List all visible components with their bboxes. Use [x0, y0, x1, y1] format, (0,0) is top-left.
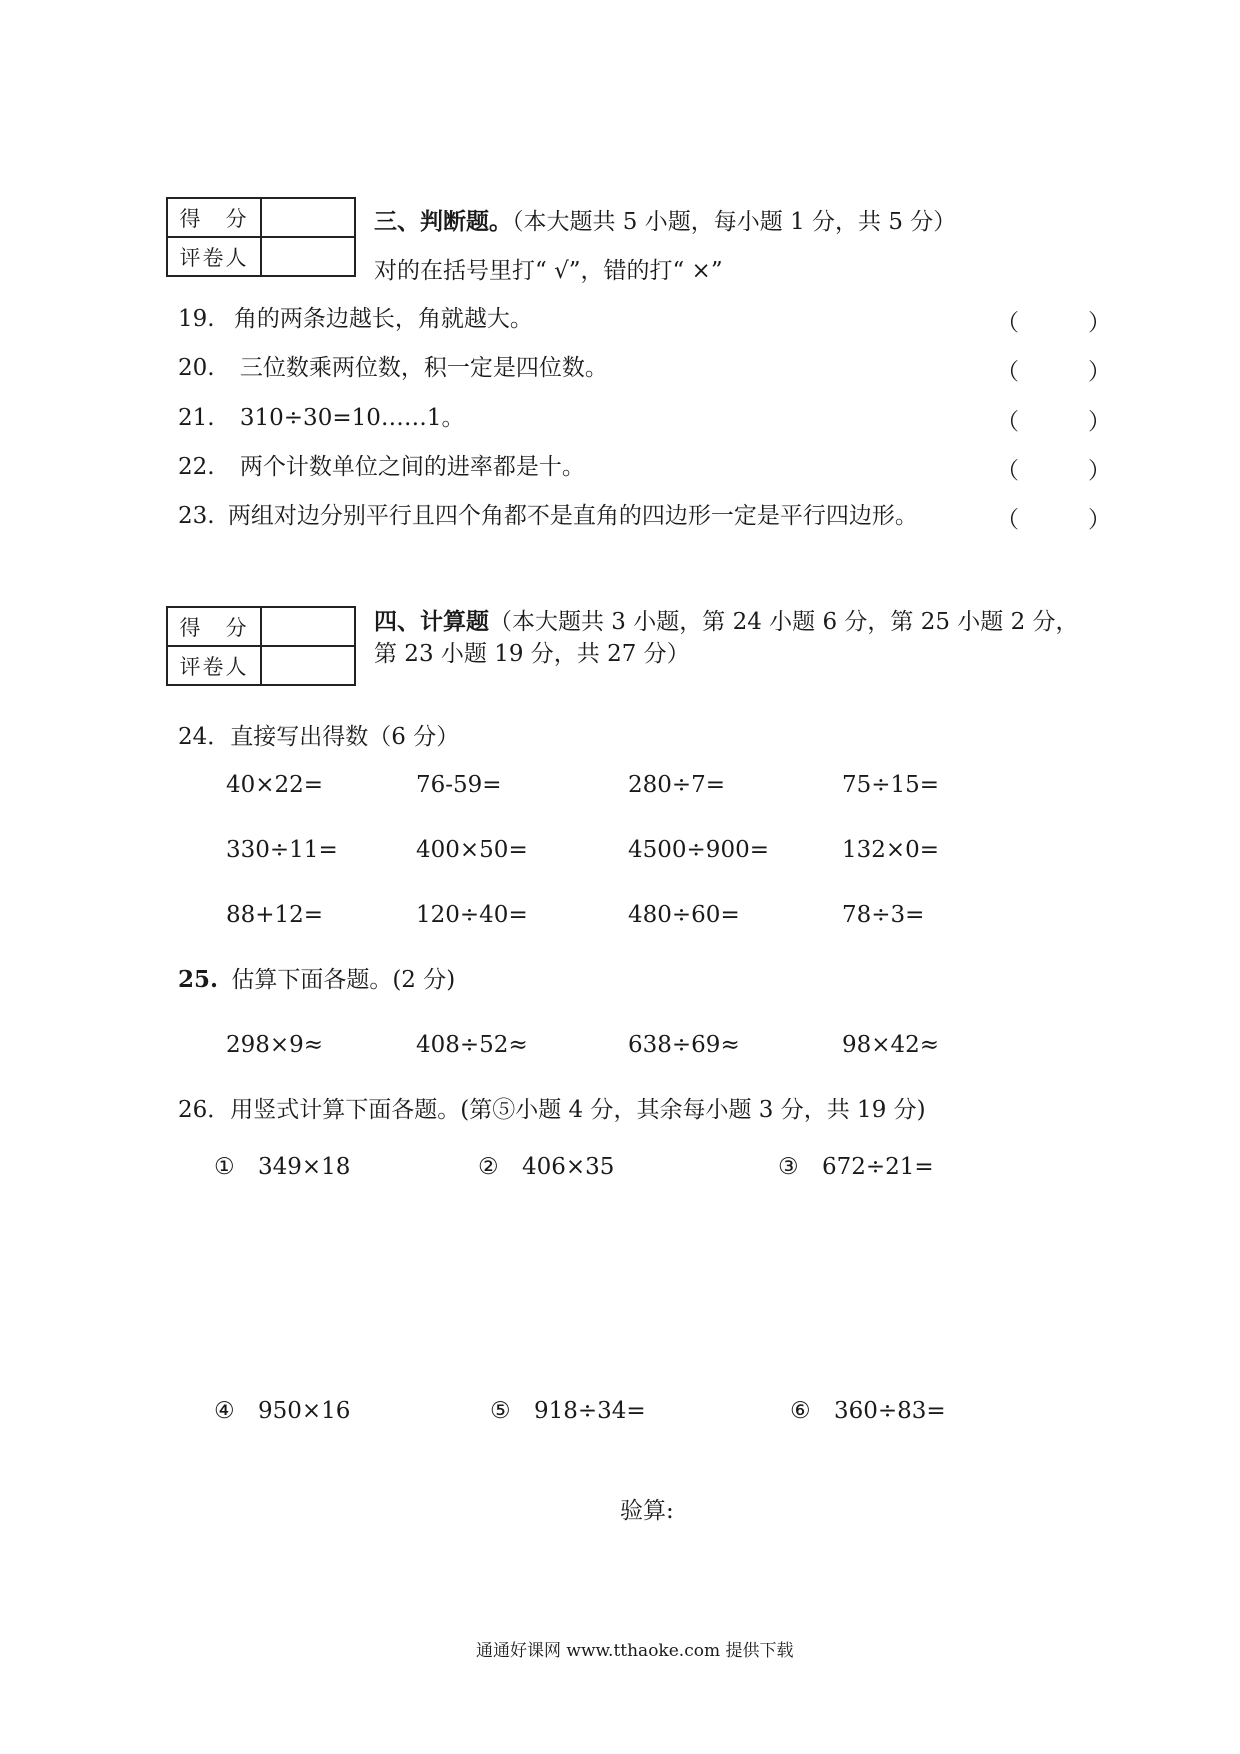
q24-item: 4500÷900=: [628, 837, 769, 863]
q25-heading: [178, 965, 455, 995]
circled-number: ⑤: [490, 1398, 511, 1424]
section3-instruction: 对的在括号里打“ √”，错的打“ ×”: [374, 258, 723, 284]
q26-expression: 406×35: [521, 1154, 615, 1180]
q26-item-2: [478, 1152, 614, 1182]
q24-item: 400×50=: [416, 837, 528, 863]
q26-item-3: [778, 1152, 934, 1182]
question-20: [178, 353, 608, 383]
score-cell[interactable]: [261, 198, 355, 237]
section4-title: 四、计算题: [374, 608, 489, 635]
question-text: 两个计数单位之间的进率都是十。: [239, 454, 585, 480]
score-cell[interactable]: [261, 607, 355, 646]
question-21: [178, 403, 465, 433]
q26-item-4: [214, 1396, 350, 1426]
q26-expression: 360÷83=: [833, 1398, 946, 1424]
q25-item: 638÷69≈: [628, 1032, 740, 1058]
q24-item: 132×0=: [842, 837, 940, 863]
q25-text: 估算下面各题。(2 分): [231, 967, 456, 993]
q26-expression: 918÷34=: [533, 1398, 646, 1424]
question-text: 两组对边分别平行且四个角都不是直角的四边形一定是平行四边形。: [227, 503, 918, 529]
question-text: 三位数乘两位数，积一定是四位数。: [239, 355, 608, 381]
answer-paren-20[interactable]: （ ）: [996, 359, 1111, 385]
circled-number: ③: [778, 1154, 799, 1180]
question-number: 20.: [178, 355, 215, 381]
section3-score-table: [166, 197, 356, 277]
grader-label: 评卷人: [167, 237, 261, 276]
q26-item-1: [214, 1152, 350, 1182]
q26-expression: 950×16: [257, 1398, 351, 1424]
section4-info-line2: 第 23 小题 19 分，共 27 分）: [374, 641, 690, 667]
check-label: 验算:: [620, 1498, 674, 1524]
question-text: 310÷30=10……1。: [239, 405, 465, 431]
q25-number: 25.: [178, 966, 219, 993]
question-text: 角的两条边越长，角就越大。: [233, 306, 533, 332]
q24-item: 75÷15=: [842, 772, 940, 798]
question-19: [178, 304, 533, 334]
grader-cell[interactable]: [261, 237, 355, 276]
q26-expression: 672÷21=: [821, 1154, 934, 1180]
question-number: 23.: [178, 503, 215, 529]
question-number: 22.: [178, 454, 215, 480]
footer-text: 通通好课网 www.tthaoke.com 提供下载: [476, 1641, 794, 1661]
answer-paren-22[interactable]: （ ）: [996, 458, 1111, 484]
grader-cell[interactable]: [261, 646, 355, 685]
section3-title: 三、判断题。: [374, 208, 512, 235]
q24-item: 480÷60=: [628, 902, 740, 928]
answer-paren-21[interactable]: （ ）: [996, 409, 1111, 435]
circled-number: ⑥: [790, 1398, 811, 1424]
question-number: 19.: [178, 306, 215, 332]
q24-item: 120÷40=: [416, 902, 528, 928]
q24-item: 88+12=: [226, 902, 324, 928]
section3-header: [374, 206, 956, 238]
q24-item: 330÷11=: [226, 837, 338, 863]
score-label: 得 分: [167, 198, 261, 237]
section4-info-line1: （本大题共 3 小题，第 24 小题 6 分，第 25 小题 2 分，: [489, 609, 1079, 635]
q26-expression: 349×18: [257, 1154, 351, 1180]
section3-info: （本大题共 5 小题，每小题 1 分，共 5 分）: [512, 209, 957, 235]
q26-item-6: [790, 1396, 946, 1426]
score-label: 得 分: [167, 607, 261, 646]
circled-number: ②: [478, 1154, 499, 1180]
q24-item: 76-59=: [416, 772, 502, 798]
q24-item: 40×22=: [226, 772, 324, 798]
question-22: [178, 452, 585, 482]
q25-item: 408÷52≈: [416, 1032, 528, 1058]
q26-item-5: [490, 1396, 646, 1426]
q24-item: 280÷7=: [628, 772, 726, 798]
section4-score-table: [166, 606, 356, 686]
q24-heading: 24．直接写出得数（6 分）: [178, 724, 460, 750]
grader-label: 评卷人: [167, 646, 261, 685]
q25-item: 98×42≈: [842, 1032, 940, 1058]
question-number: 21.: [178, 405, 215, 431]
question-23: [178, 501, 918, 531]
section4-header: [374, 606, 1079, 638]
q26-heading: 26．用竖式计算下面各题。(第⑤小题 4 分，其余每小题 3 分，共 19 分): [178, 1097, 926, 1123]
circled-number: ①: [214, 1154, 235, 1180]
q24-item: 78÷3=: [842, 902, 925, 928]
answer-paren-19[interactable]: （ ）: [996, 310, 1111, 336]
circled-number: ④: [214, 1398, 235, 1424]
q25-item: 298×9≈: [226, 1032, 324, 1058]
answer-paren-23[interactable]: （ ）: [996, 507, 1111, 533]
